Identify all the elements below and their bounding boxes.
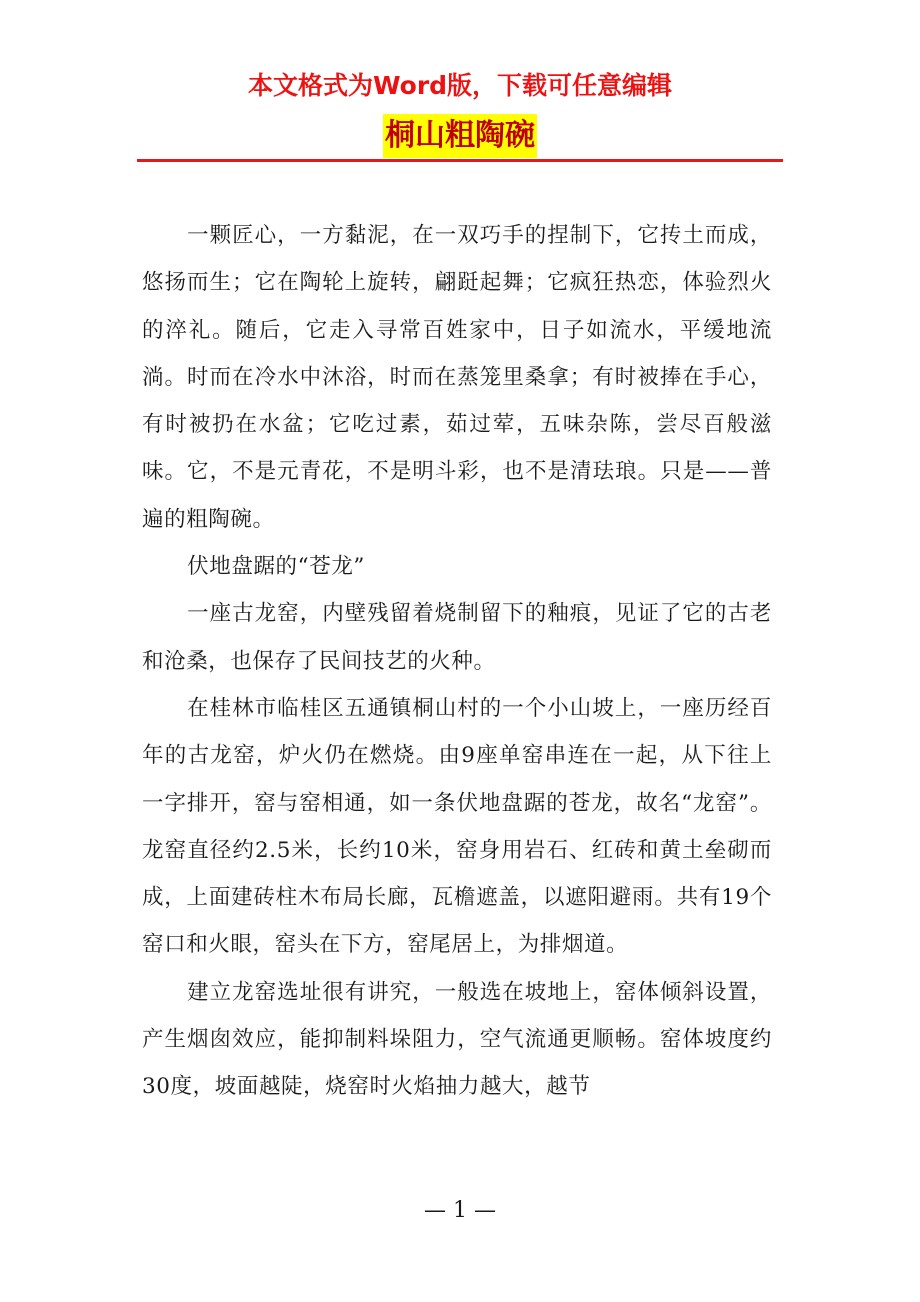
page-number: — 1 — <box>424 1198 496 1223</box>
paragraph-intro: 一颗匠心，一方黏泥，在一双巧手的捏制下，它抟土而成，悠扬而生；它在陶轮上旋转，翩跹起舞；它疯狂热恋，体验烈火的淬礼。随后，它走入寻常百姓家中，日子如流水，平缓地流淌。时而在冷水中沐浴，时而在蒸笼里桑拿；有时被捧在手心，有时被扔在水盆；它吃过素，茹过荤，五味杂陈，尝尽百般滋味。它，不是元青花，不是明斗彩，也不是清珐琅。只是——普遍的粗陶碗。 <box>142 223 772 532</box>
document-body <box>142 212 772 1111</box>
paragraph: 在桂林市临桂区五通镇桐山村的一个小山坡上，一座历经百年的古龙窑，炉火仍在燃烧。由9座单窑串连在一起，从下往上一字排开，窑与窑相通，如一条伏地盘踞的苍龙，故名“龙窑”。龙窑直径约2.5米，长约10米，窑身用岩石、红砖和黄土垒砌而成，上面建砖柱木布局长廊，瓦檐遮盖，以遮阳避雨。共有19个窑口和火眼，窑头在下方，窑尾居上，为排烟道。 <box>142 695 772 958</box>
paragraph: 一座古龙窑，内壁残留着烧制留下的釉痕，见证了它的古老和沧桑，也保存了民间技艺的火种。 <box>142 601 772 674</box>
title-container <box>0 114 920 158</box>
format-banner: 本文格式为Word版，下载可任意编辑 <box>247 71 673 100</box>
paragraph: 建立龙窑选址很有讲究，一般选在坡地上，窑体倾斜设置，产生烟囱效应，能抑制料垛阻力，空气流通更顺畅。窑体坡度约30度，坡面越陡，烧窑时火焰抽力越大，越节 <box>142 979 772 1100</box>
section-heading: 伏地盘踞的“苍龙” <box>187 554 366 580</box>
document-title: 桐山粗陶碗 <box>383 114 537 158</box>
header-divider <box>137 159 783 162</box>
